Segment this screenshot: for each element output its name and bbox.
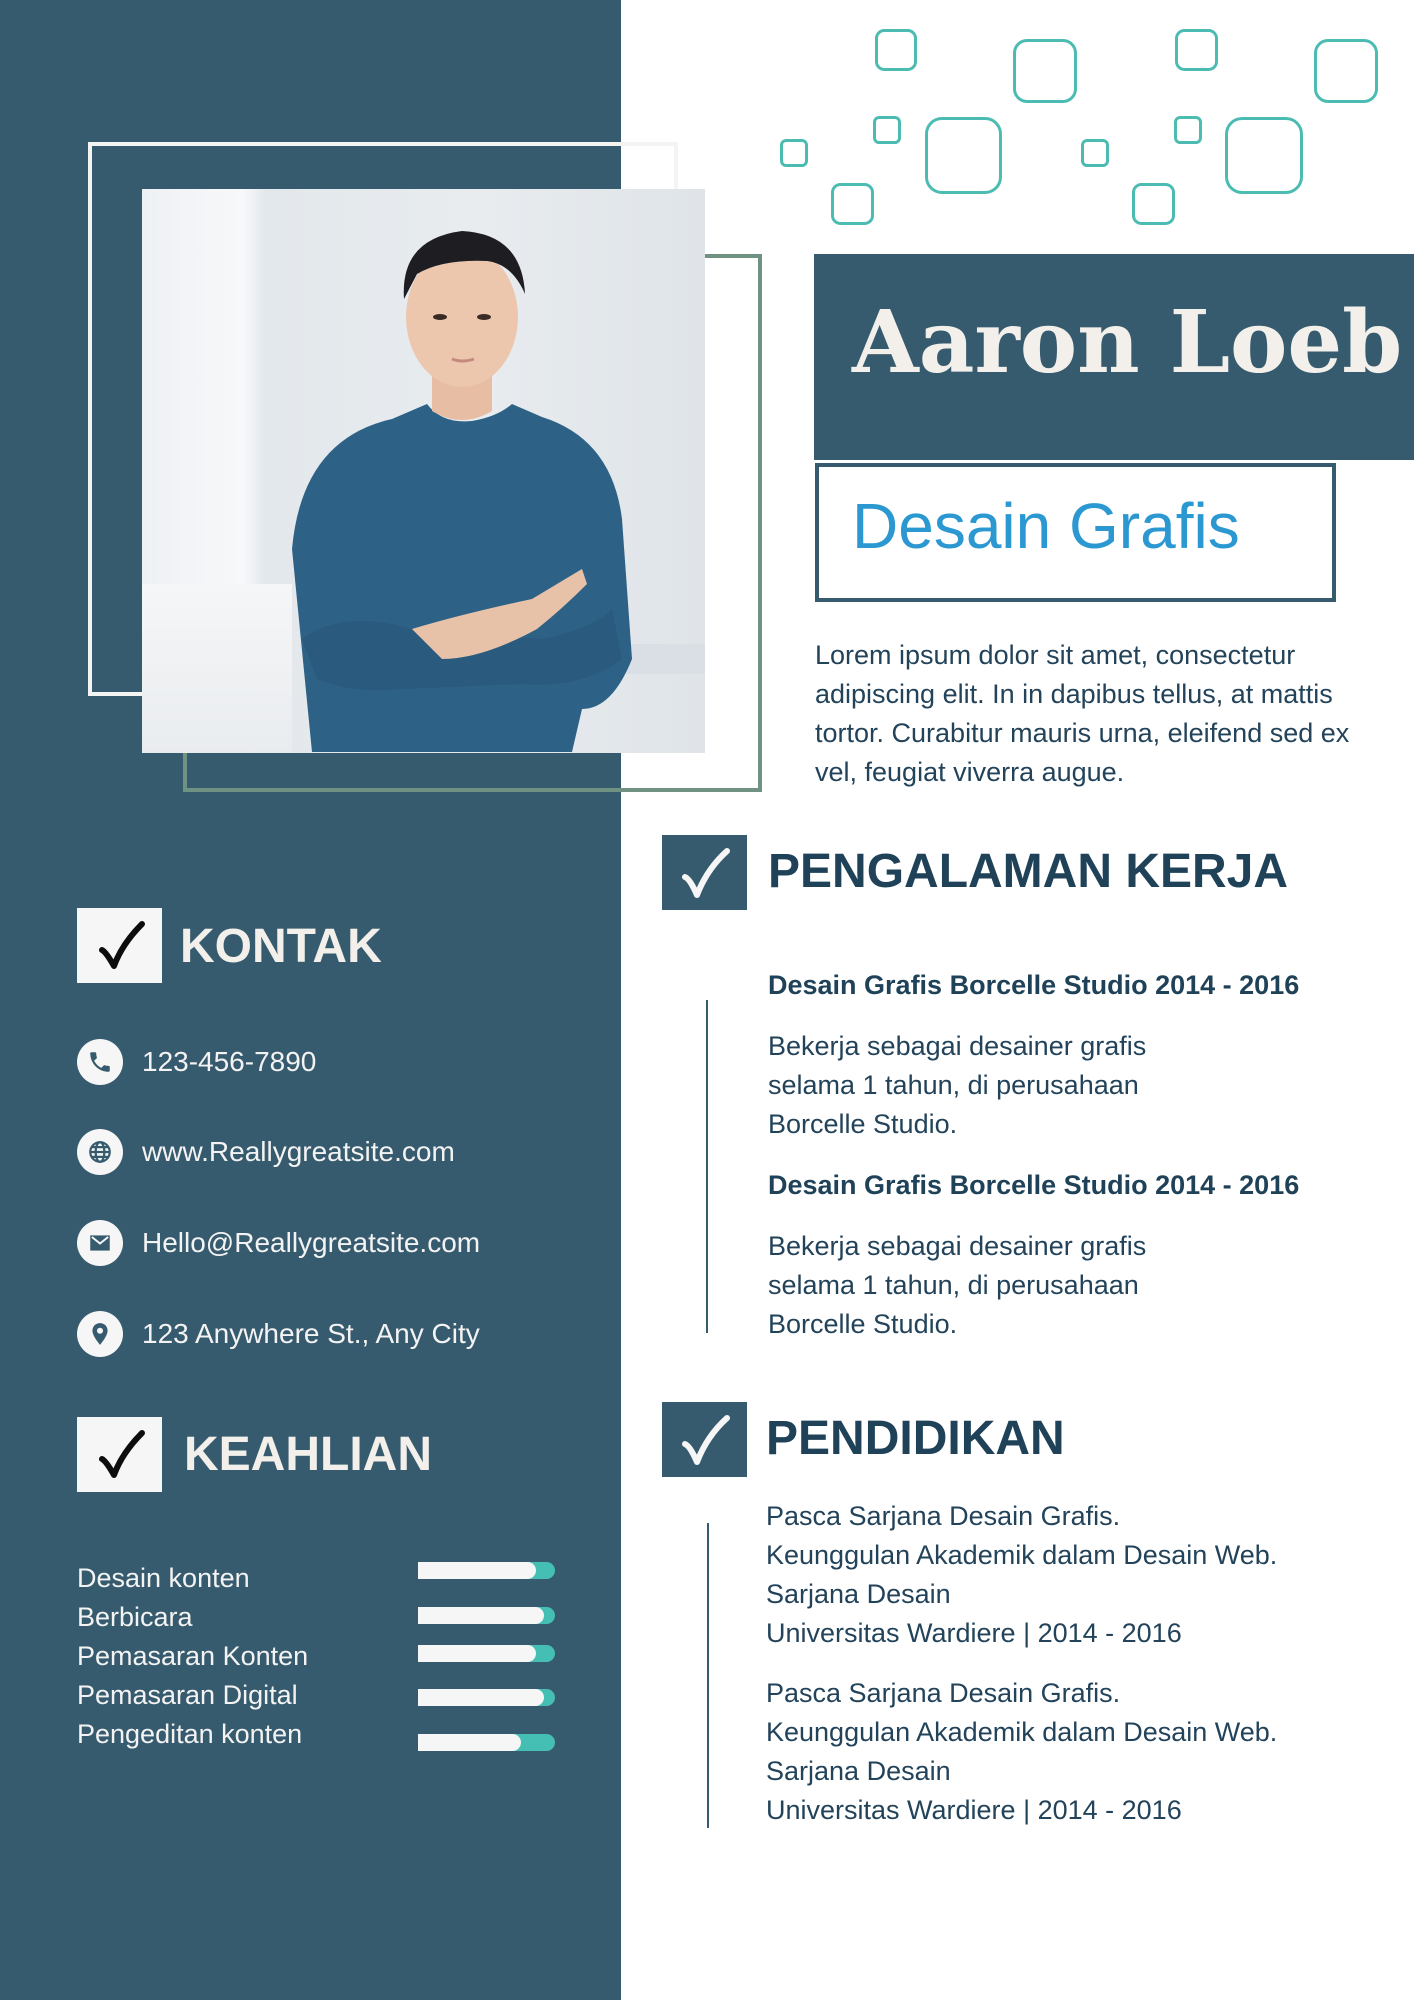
skill-bar-fill	[418, 1734, 521, 1751]
job-entry-line: Borcelle Studio.	[768, 1309, 958, 1339]
keahlian-check-box	[77, 1417, 162, 1492]
skill-bar	[418, 1562, 555, 1579]
skill-label: Berbicara	[77, 1602, 193, 1632]
education-line: Pasca Sarjana Desain Grafis.	[766, 1501, 1121, 1531]
decorative-square	[1225, 117, 1303, 194]
job-entry-line: selama 1 tahun, di perusahaan	[768, 1070, 1139, 1100]
decorative-square	[1174, 116, 1202, 144]
skill-bar	[418, 1734, 555, 1751]
skill-label: Desain konten	[77, 1563, 250, 1593]
education-line: Sarjana Desain	[766, 1756, 951, 1786]
decorative-square	[1314, 39, 1378, 103]
education-check-box	[662, 1402, 747, 1477]
decorative-square	[1081, 139, 1109, 167]
person-name: Aaron Loeb	[852, 292, 1403, 393]
keahlian-heading: KEAHLIAN	[184, 1428, 432, 1481]
profile-photo	[142, 189, 705, 753]
phone-icon	[77, 1039, 123, 1085]
job-entry-line: Bekerja sebagai desainer grafis	[768, 1231, 1147, 1261]
skill-bar-fill	[418, 1689, 544, 1706]
contact-address: 123 Anywhere St., Any City	[142, 1318, 480, 1349]
contact-website[interactable]: www.Reallygreatsite.com	[142, 1136, 455, 1167]
skill-label: Pengeditan konten	[77, 1719, 303, 1749]
contact-email[interactable]: Hello@Reallygreatsite.com	[142, 1227, 481, 1258]
checkmark-icon	[92, 918, 148, 974]
experience-heading: PENGALAMAN KERJA	[768, 845, 1289, 898]
mail-icon	[77, 1220, 123, 1266]
decorative-square	[1132, 183, 1175, 225]
skill-bar	[418, 1689, 555, 1706]
education-line: Keunggulan Akademik dalam Desain Web.	[766, 1717, 1278, 1747]
education-timeline-line	[707, 1523, 709, 1828]
skill-bar	[418, 1607, 555, 1624]
job-entry-title: Desain Grafis Borcelle Studio 2014 - 2016	[768, 1170, 1300, 1200]
decorative-square	[1013, 39, 1077, 103]
education-heading: PENDIDIKAN	[766, 1412, 1065, 1465]
decorative-square	[875, 29, 917, 71]
decorative-square	[780, 139, 808, 167]
job-title: Desain Grafis	[852, 490, 1240, 562]
skill-bar-fill	[418, 1645, 536, 1662]
job-entry-title: Desain Grafis Borcelle Studio 2014 - 2016	[768, 970, 1300, 1000]
decorative-square	[873, 116, 901, 144]
checkmark-icon	[677, 845, 733, 901]
education-line: Keunggulan Akademik dalam Desain Web.	[766, 1540, 1278, 1570]
profile-summary: Lorem ipsum dolor sit amet, consectetur adipiscing elit. In in dapibus tellus, at mattis tortor. Curabitur mauris urna, eleifend sed ex vel, feugiat viverra augue.	[815, 640, 1350, 787]
decorative-square	[831, 183, 874, 225]
checkmark-icon	[677, 1412, 733, 1468]
skill-label: Pemasaran Digital	[77, 1680, 298, 1710]
contact-phone[interactable]: 123-456-7890	[142, 1046, 317, 1077]
location-pin-icon	[77, 1311, 123, 1357]
experience-check-box	[662, 835, 747, 910]
skill-bar-fill	[418, 1607, 544, 1624]
education-line: Sarjana Desain	[766, 1579, 951, 1609]
skill-bar	[418, 1645, 555, 1662]
decorative-square	[925, 117, 1002, 194]
education-line: Pasca Sarjana Desain Grafis.	[766, 1678, 1121, 1708]
job-entry-line: selama 1 tahun, di perusahaan	[768, 1270, 1139, 1300]
education-line: Universitas Wardiere | 2014 - 2016	[766, 1618, 1182, 1648]
experience-timeline-line	[706, 1000, 708, 1333]
job-entry-line: Borcelle Studio.	[768, 1109, 958, 1139]
checkmark-icon	[92, 1427, 148, 1483]
kontak-heading: KONTAK	[180, 920, 382, 973]
person-illustration	[142, 189, 705, 753]
skill-bar-fill	[418, 1562, 536, 1579]
job-entry-line: Bekerja sebagai desainer grafis	[768, 1031, 1147, 1061]
globe-icon	[77, 1129, 123, 1175]
skill-label: Pemasaran Konten	[77, 1641, 309, 1671]
decorative-square	[1175, 29, 1218, 71]
education-line: Universitas Wardiere | 2014 - 2016	[766, 1795, 1182, 1825]
kontak-check-box	[77, 908, 162, 983]
